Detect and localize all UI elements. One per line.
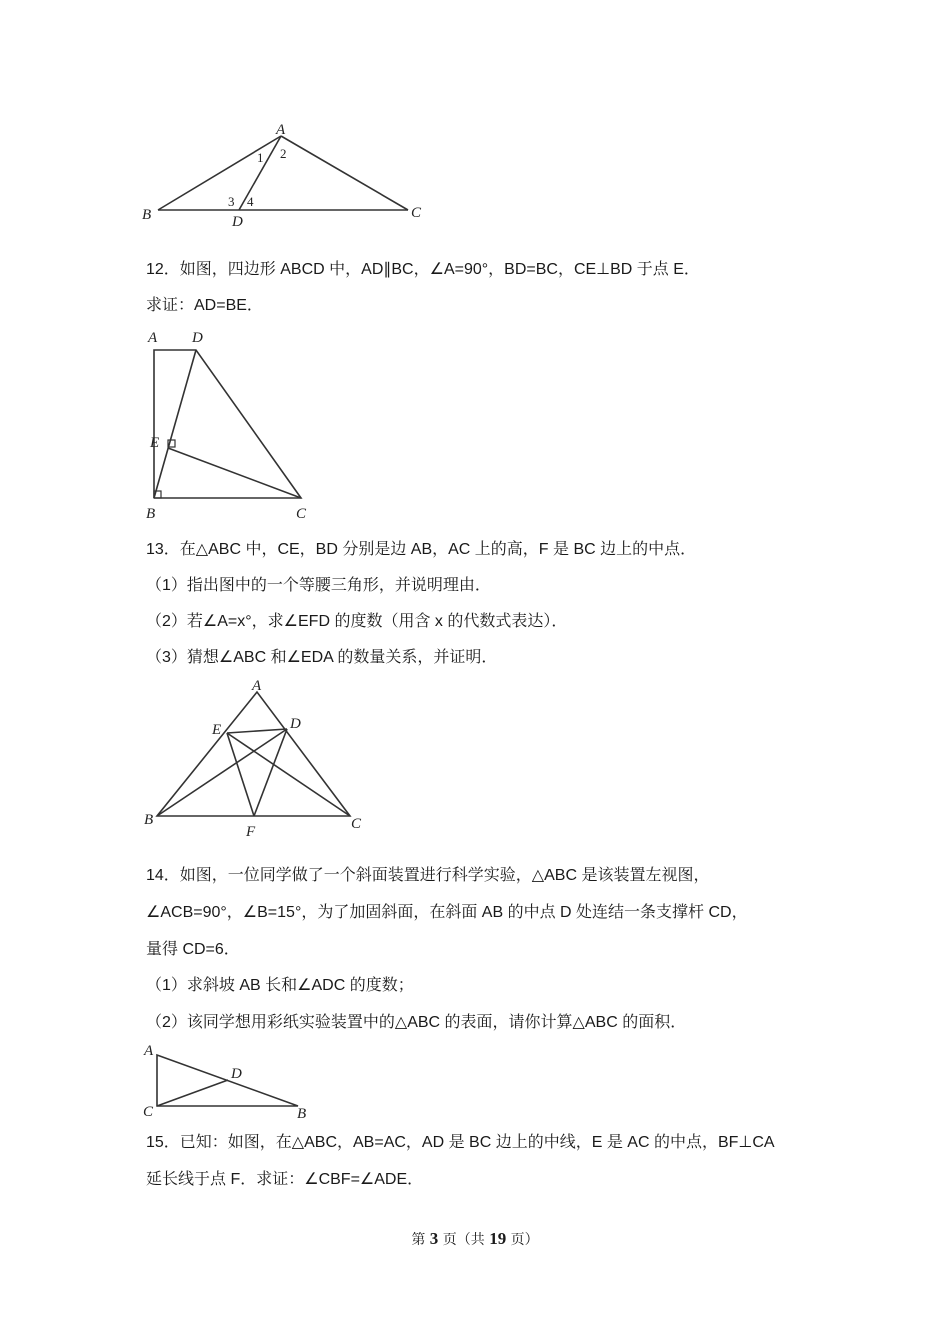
footer-total-pages: 19 bbox=[489, 1229, 507, 1248]
angle-label-2: 2 bbox=[280, 146, 287, 161]
label-C: C bbox=[411, 205, 422, 221]
figure-q13 bbox=[140, 676, 380, 841]
label-D: D bbox=[290, 716, 301, 732]
q14-statement-1: 14．如图，一位同学做了一个斜面装置进行科学实验，△ABC 是该装置左视图， bbox=[146, 867, 710, 884]
q14-part-1: （1）求斜坡 AB 长和∠ADC 的度数； bbox=[146, 977, 414, 994]
footer-middle: 页（共 bbox=[438, 1232, 490, 1248]
angle-label-3: 3 bbox=[228, 194, 235, 209]
label-C: C bbox=[296, 506, 307, 522]
angle-label-4: 4 bbox=[247, 194, 254, 209]
page-footer bbox=[0, 1229, 950, 1249]
segment-CE bbox=[227, 733, 350, 816]
label-D: D bbox=[231, 1066, 242, 1082]
label-E: E bbox=[150, 435, 160, 451]
angle-label-1: 1 bbox=[257, 150, 264, 165]
q12-prove: 求证：AD=BE． bbox=[146, 297, 263, 314]
q14-statement-2: ∠ACB=90°，∠B=15°，为了加固斜面，在斜面 AB 的中点 D 处连结一条支撑杆 CD， bbox=[146, 904, 748, 921]
segment-CE bbox=[168, 448, 301, 498]
figure-q12 bbox=[140, 326, 320, 526]
segment-AC bbox=[281, 136, 408, 210]
label-D: D bbox=[232, 214, 243, 230]
q14-statement-3: 量得 CD=6． bbox=[146, 941, 240, 958]
segment-AD bbox=[239, 136, 281, 210]
figure-q11 bbox=[140, 118, 440, 230]
label-E: E bbox=[212, 722, 222, 738]
segment-ED bbox=[227, 729, 287, 733]
segment-CD bbox=[157, 1080, 228, 1106]
label-D: D bbox=[192, 330, 203, 346]
label-B: B bbox=[142, 207, 152, 223]
figure-q14 bbox=[140, 1040, 320, 1122]
label-B: B bbox=[297, 1106, 307, 1122]
label-B: B bbox=[146, 506, 156, 522]
segment-DF bbox=[254, 729, 287, 816]
label-B: B bbox=[144, 812, 154, 828]
label-A: A bbox=[144, 1043, 154, 1059]
footer-page-number: 3 bbox=[429, 1229, 439, 1248]
q15-statement-2: 延长线于点 F．求证：∠CBF=∠ADE． bbox=[146, 1171, 424, 1188]
q15-statement-1: 15．已知：如图，在△ABC，AB=AC，AD 是 BC 边上的中线，E 是 AC 的中点，BF⊥CA bbox=[146, 1134, 775, 1151]
footer-suffix: 页） bbox=[506, 1232, 539, 1248]
label-F: F bbox=[246, 824, 256, 840]
q14-part-2: （2）该同学想用彩纸实验装置中的△ABC 的表面，请你计算△ABC 的面积． bbox=[146, 1014, 687, 1031]
label-C: C bbox=[143, 1104, 154, 1120]
segment-BD bbox=[154, 350, 196, 498]
segment-AB bbox=[158, 136, 281, 210]
q13-part-1: （1）指出图中的一个等腰三角形，并说明理由． bbox=[146, 577, 491, 594]
q12-statement: 12．如图，四边形 ABCD 中，AD∥BC，∠A=90°，BD=BC，CE⊥BD 于点 E． bbox=[146, 261, 700, 278]
label-C: C bbox=[351, 816, 362, 832]
quadrilateral-ABCD bbox=[154, 350, 301, 498]
q13-part-2: （2）若∠A=x°，求∠EFD 的度数（用含 x 的代数式表达）． bbox=[146, 613, 568, 630]
label-A: A bbox=[276, 122, 286, 138]
segment-EF bbox=[227, 733, 254, 816]
q13-part-3: （3）猜想∠ABC 和∠EDA 的数量关系，并证明． bbox=[146, 649, 498, 666]
footer-prefix: 第 bbox=[411, 1232, 430, 1248]
label-A: A bbox=[252, 678, 262, 694]
q13-statement: 13．在△ABC 中，CE，BD 分别是边 AB，AC 上的高，F 是 BC 边上的中点． bbox=[146, 541, 697, 558]
segment-BD bbox=[157, 729, 287, 816]
label-A: A bbox=[148, 330, 158, 346]
